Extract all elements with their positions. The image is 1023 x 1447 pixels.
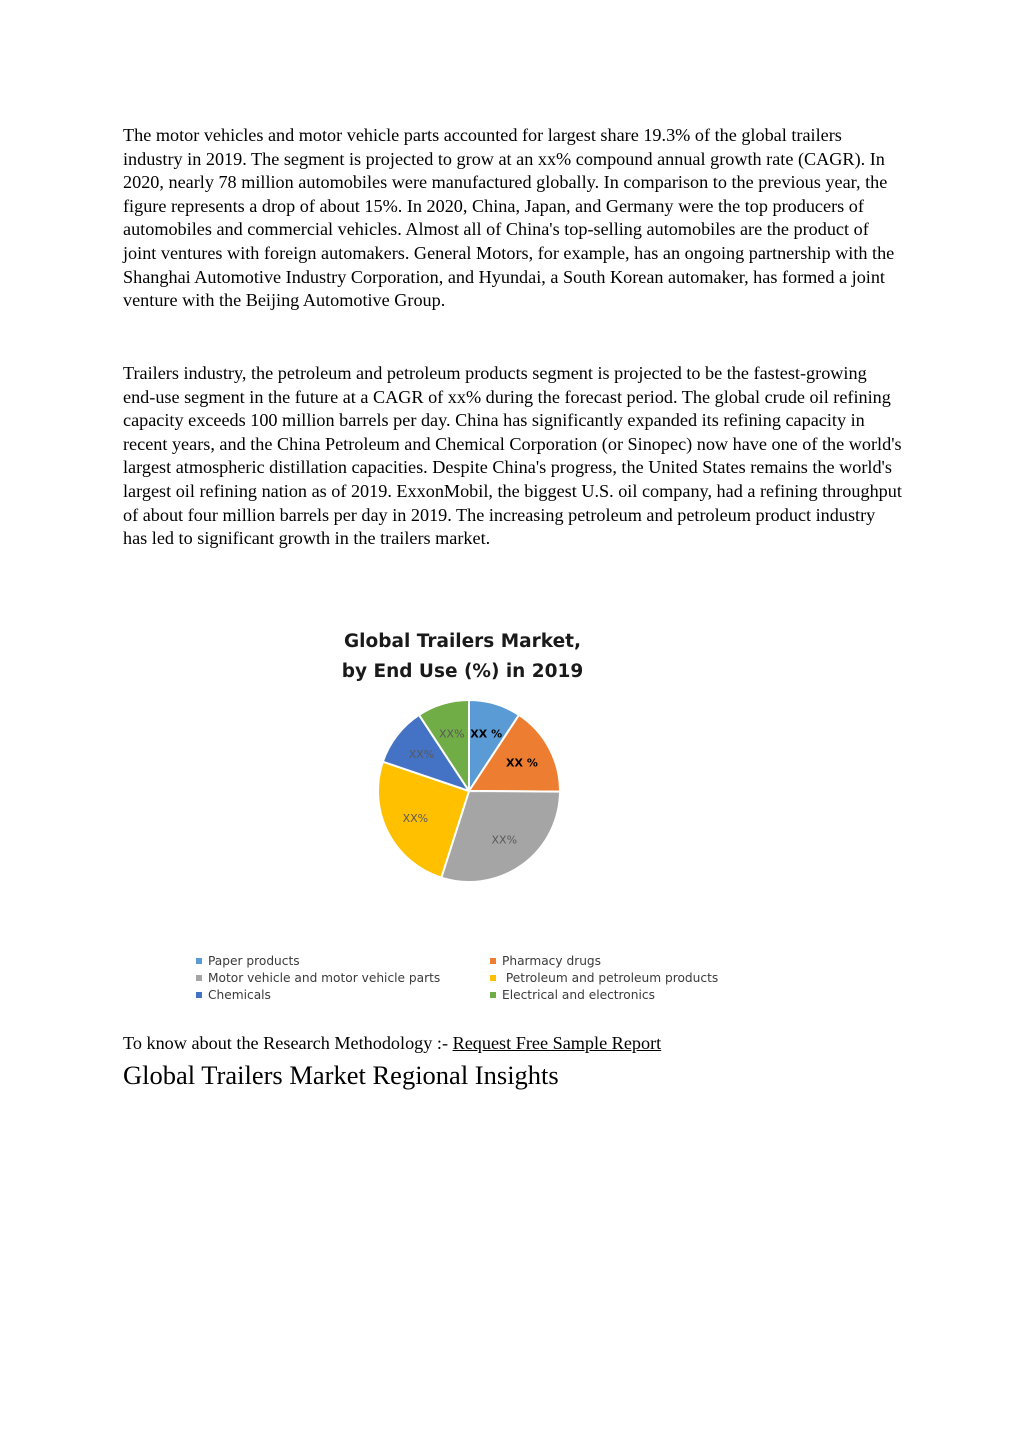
legend-swatch-petroleum-products — [490, 975, 496, 981]
legend-label-motor-vehicle-parts: Motor vehicle and motor vehicle parts — [208, 971, 441, 985]
chart-title: Global Trailers Market, by End Use (%) in 2019 — [341, 631, 584, 682]
legend-swatch-motor-vehicle-parts — [196, 975, 202, 981]
legend-label-chemicals: Chemicals — [208, 988, 271, 1002]
legend-item-petroleum-products — [490, 970, 760, 986]
body-paragraph-2: Trailers industry, the petroleum and petroleum products segment is projected to be the fastest-growing end-use segment in the future at a CAGR of xx% during the forecast period. The global crude oil refining capacity exceeds 100 million barrels per day. China has significantly expanded its refining capacity in recent years, and the China Petroleum and Chemical Corporation (or Sinopec) now have one of the world's largest atmospheric distillation capacities. Despite China's progress, the United States remains the world's largest oil refining nation as of 2019. ExxonMobil, the biggest U.S. oil company, had a refining throughput of about four million barrels per day in 2019. The increasing petroleum and petroleum product industry has led to significant growth in the trailers market. — [123, 363, 902, 549]
legend-label-petroleum-products: Petroleum and petroleum products — [502, 971, 719, 985]
section-heading: Global Trailers Market Regional Insights — [123, 1060, 559, 1090]
pie-data-label-paper-products: XX % — [470, 727, 503, 741]
legend-item-paper-products — [196, 953, 490, 969]
body-paragraph-1: The motor vehicles and motor vehicle parts accounted for largest share 19.3% of the global trailers industry in 2019. The segment is projected to grow at an xx% compound annual growth rate (CAGR). In 2020, nearly 78 million automobiles were manufactured globally. In comparison to the previous year, the figure represents a drop of about 15%. In 2020, China, Japan, and Germany were the top producers of automobiles and commercial vehicles. Almost all of China's top-selling automobiles are the product of joint ventures with foreign automakers. General Motors, for example, has an ongoing partnership with the Shanghai Automotive Industry Corporation, and Hyundai, a South Korean automaker, has formed a joint venture with the Beijing Automotive Group. — [123, 125, 895, 311]
legend-swatch-electrical-electronics — [490, 992, 496, 998]
legend-item-motor-vehicle-parts — [196, 970, 490, 986]
pie-data-label-petroleum-and-petroleum-products: XX% — [402, 812, 429, 826]
legend-item-electrical-electronics — [490, 987, 760, 1003]
pie-chart-plot — [374, 696, 564, 886]
pie-data-label-chemicals: XX% — [408, 748, 435, 762]
legend-item-chemicals — [196, 987, 490, 1003]
request-sample-report-link[interactable]: Request Free Sample Report — [452, 1033, 662, 1053]
methodology-line — [123, 1031, 661, 1055]
legend-label-paper-products: Paper products — [208, 954, 300, 968]
pie-chart — [190, 625, 770, 1015]
pie-data-label-electrical-and-electronics: XX% — [439, 727, 465, 741]
pie-data-label-motor-vehicle-and-motor-vehicle-parts: XX% — [491, 833, 518, 847]
legend-swatch-paper-products — [196, 958, 202, 964]
legend-label-electrical-electronics: Electrical and electronics — [502, 988, 655, 1002]
legend-label-pharmacy-drugs: Pharmacy drugs — [502, 954, 602, 968]
pie-data-label-pharmacy-drugs: XX % — [506, 756, 538, 770]
legend-item-pharmacy-drugs — [490, 953, 760, 969]
legend-swatch-pharmacy-drugs — [490, 958, 496, 964]
methodology-prefix: To know about the Research Methodology :- — [123, 1033, 453, 1053]
chart-legend — [196, 953, 756, 1003]
legend-swatch-chemicals — [196, 992, 202, 998]
